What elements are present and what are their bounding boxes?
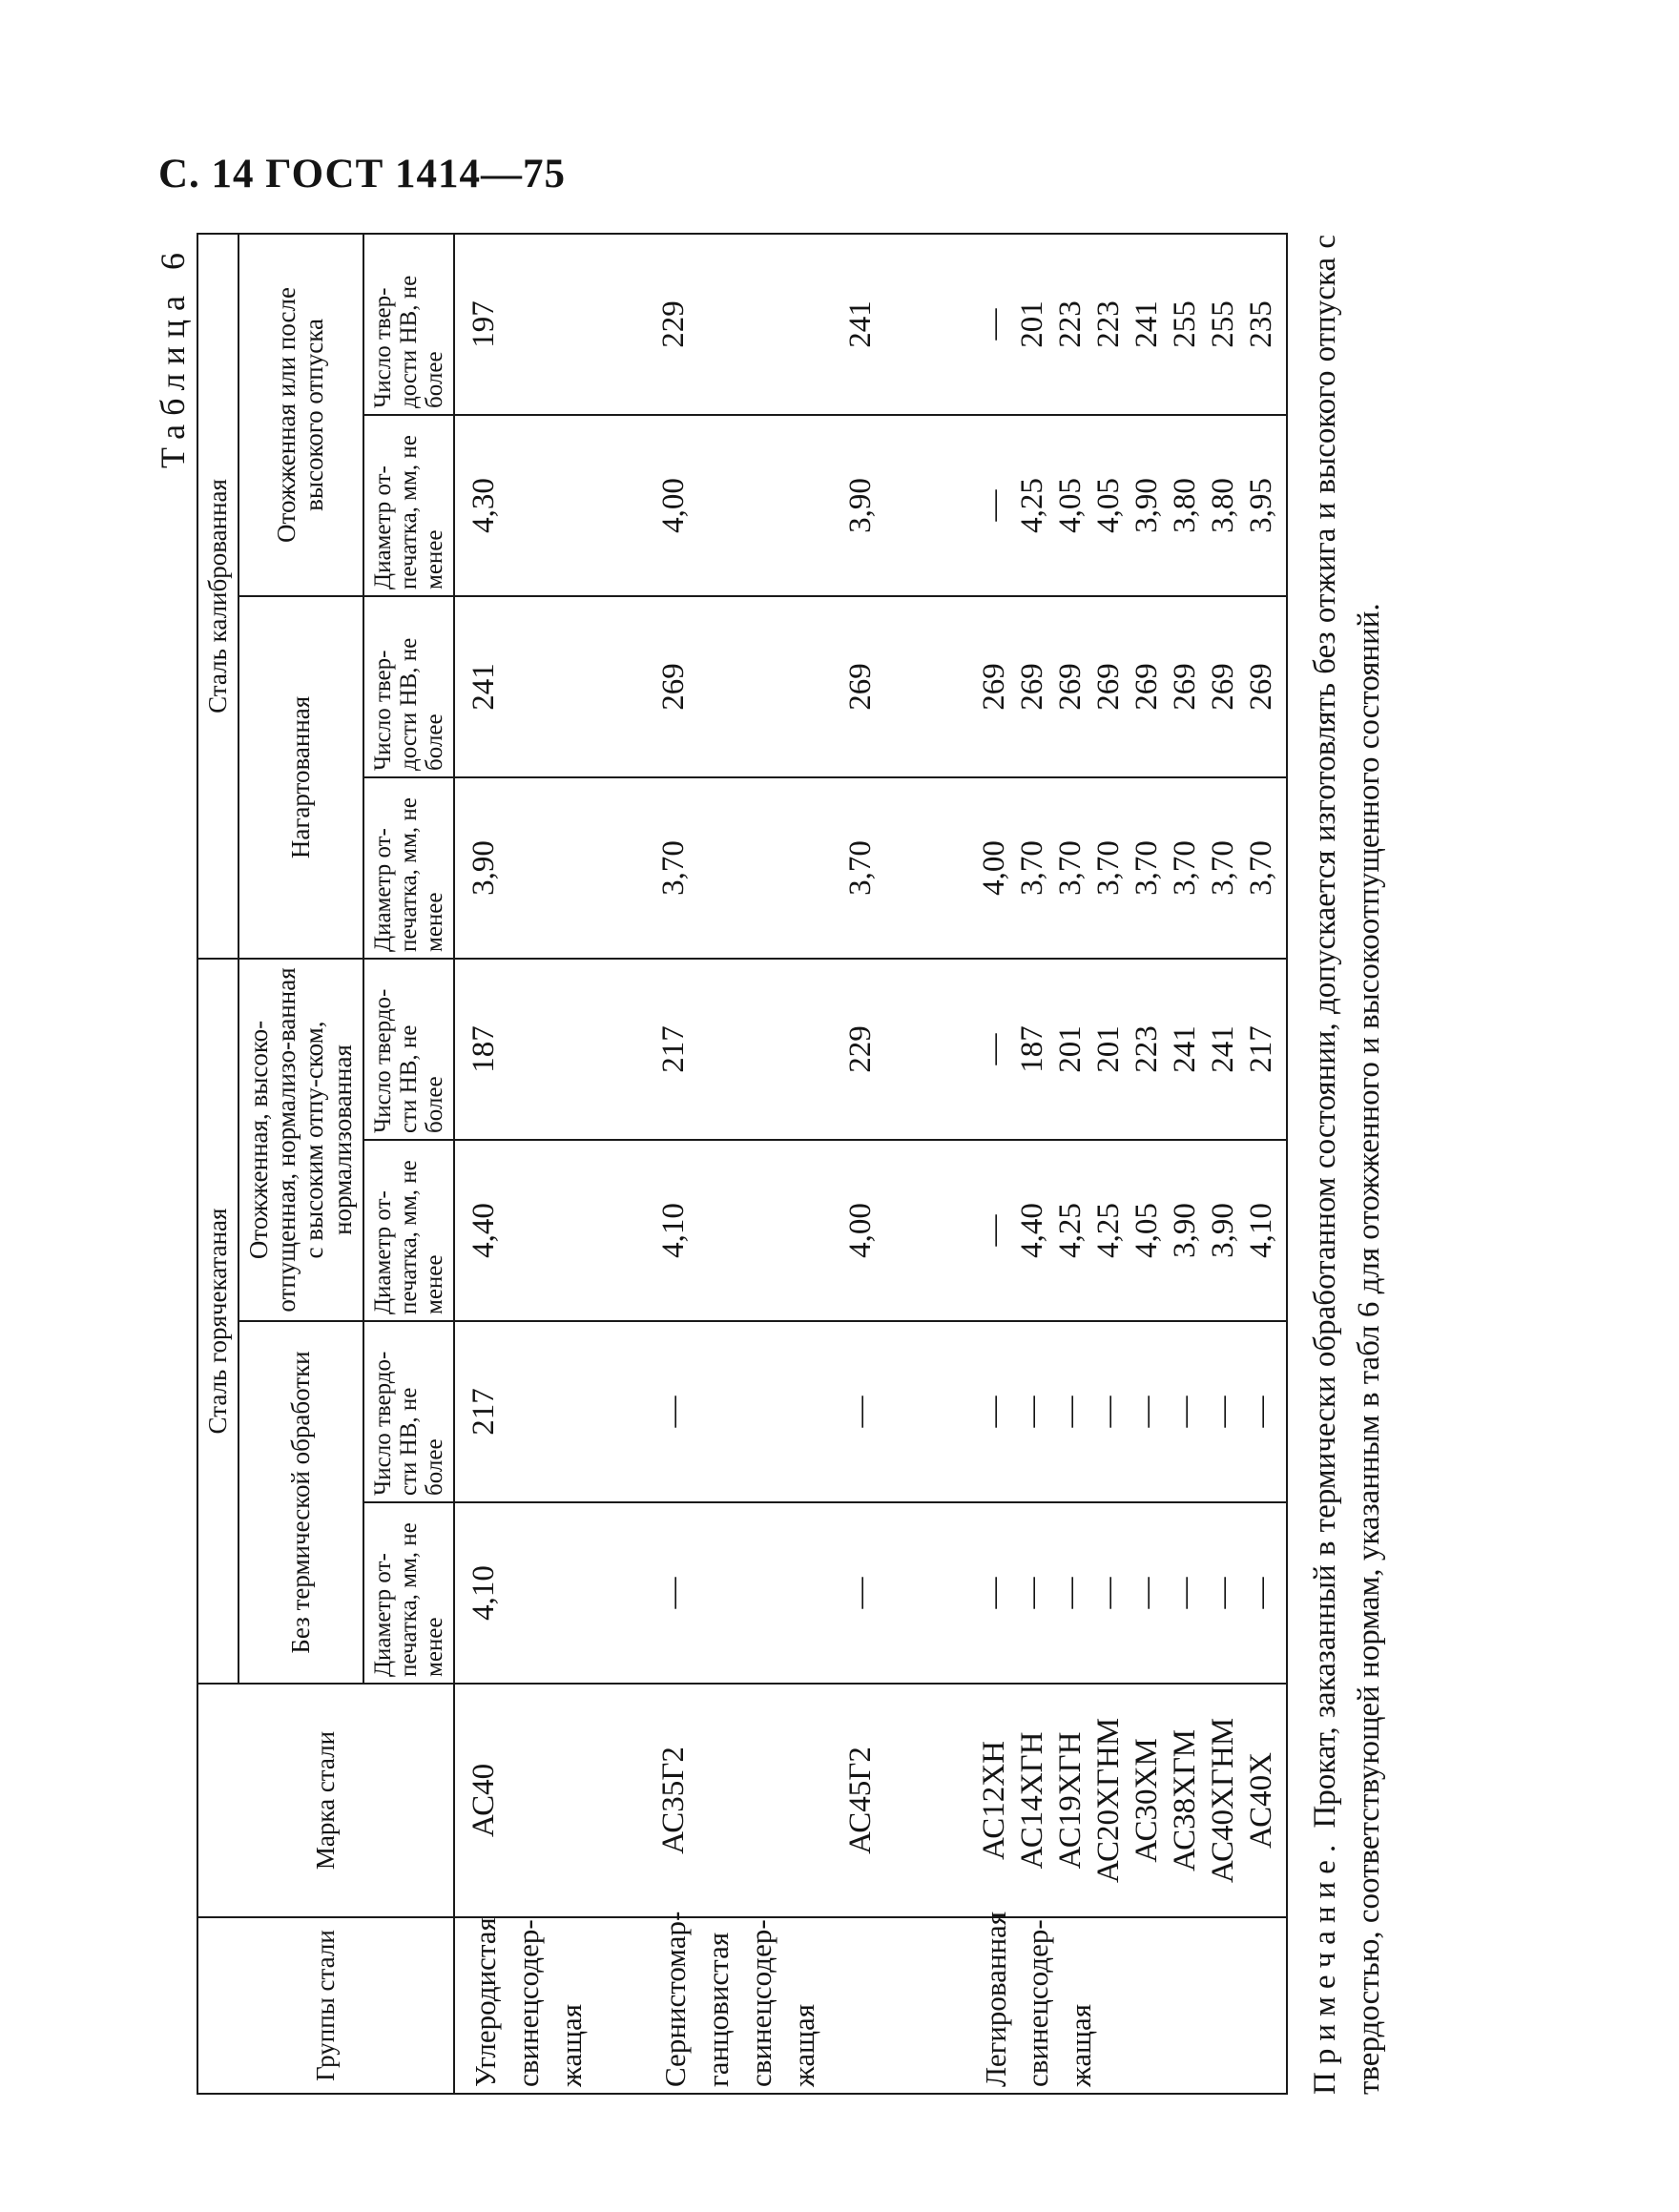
value: — — [1129, 1395, 1164, 1428]
table-body — [454, 234, 1287, 2094]
steel-mark: АС40ХГНМ — [1205, 1717, 1240, 1884]
steel-mark: АС35Г2 — [655, 1747, 691, 1854]
value: — — [1052, 1577, 1088, 1609]
value-cell — [645, 777, 832, 959]
value-cell — [454, 234, 645, 415]
value-cell — [454, 1140, 645, 1321]
value-cell — [832, 1502, 965, 1684]
value: 255 — [1167, 300, 1202, 348]
group-cell: Легированная свинецсодер-жащая — [965, 1917, 1287, 2094]
value: 269 — [1205, 663, 1240, 711]
value: — — [1090, 1577, 1126, 1609]
col-cal-annealed: Отожженная или после высокого отпуска — [238, 234, 363, 596]
value: — — [842, 1395, 878, 1428]
group-cell: Углеродистая свинецсодер-жащая — [454, 1917, 645, 2094]
value: 187 — [1014, 1025, 1049, 1073]
col-diam: Диаметр от-печатка, мм, не менее — [363, 1140, 454, 1321]
value: 3,70 — [1014, 840, 1049, 896]
value: — — [1243, 1577, 1278, 1609]
value: 217 — [1243, 1025, 1278, 1073]
value-cell — [454, 1321, 645, 1502]
value: — — [1090, 1395, 1126, 1428]
value-cell — [965, 777, 1287, 959]
col-mark: Марка стали — [197, 1684, 454, 1917]
value: — — [1129, 1577, 1164, 1609]
value: 269 — [655, 663, 691, 711]
value: 4,00 — [842, 1203, 878, 1258]
note-text: Прокат, заказанный в термически обработанном состоянии, допускается изготовлять без отжига и высокого отпуска с твердостью, соответствующей нормам, указанным в табл 6 для отожженного и высокоотпущенного состояний. — [1308, 234, 1386, 2095]
group-cell — [832, 1917, 965, 2094]
value-cell — [832, 777, 965, 959]
value-cell — [454, 777, 645, 959]
value: — — [1167, 1395, 1202, 1428]
value: — — [655, 1577, 691, 1609]
value-cell — [645, 596, 832, 777]
value-cell — [965, 415, 1287, 596]
value: 187 — [466, 1025, 501, 1073]
value: 4,25 — [1052, 1203, 1088, 1258]
value: — — [976, 1577, 1011, 1609]
value-cell — [832, 1140, 965, 1321]
table-row — [965, 234, 1287, 2094]
value: 4,00 — [655, 478, 691, 533]
note-lead: Примечание. — [1308, 1836, 1342, 2095]
value: 201 — [1090, 1025, 1126, 1073]
value-cell — [645, 1140, 832, 1321]
value: — — [1167, 1577, 1202, 1609]
value: 255 — [1205, 300, 1240, 348]
col-hard: Число твердо-сти НВ, не более — [363, 959, 454, 1140]
value: 269 — [1052, 663, 1088, 711]
value: 3,70 — [655, 840, 691, 896]
value: — — [976, 489, 1011, 522]
steel-mark: АС38ХГМ — [1167, 1729, 1202, 1872]
value: 3,70 — [1090, 840, 1126, 896]
value: 223 — [1090, 300, 1126, 348]
value: 241 — [466, 663, 501, 711]
value: — — [1014, 1395, 1049, 1428]
value-cell — [645, 234, 832, 415]
value: 241 — [1129, 300, 1164, 348]
col-cal-hardened: Нагартованная — [238, 596, 363, 959]
value-cell — [965, 959, 1287, 1140]
steel-mark: АС12ХН — [976, 1741, 1011, 1860]
value: 3,70 — [1129, 840, 1164, 896]
value-cell — [965, 596, 1287, 777]
value: 3,90 — [1205, 1203, 1240, 1258]
steel-mark: АС40 — [466, 1763, 501, 1838]
mark-cell — [832, 1684, 965, 1917]
value: 4,40 — [1014, 1203, 1049, 1258]
value: 197 — [466, 300, 501, 348]
value: 201 — [1014, 300, 1049, 348]
value-cell — [965, 1502, 1287, 1684]
value: 269 — [976, 663, 1011, 711]
steel-mark: АС14ХГН — [1014, 1731, 1049, 1870]
value-cell — [645, 415, 832, 596]
value-cell — [645, 1502, 832, 1684]
steel-mark: АС30ХМ — [1129, 1738, 1164, 1863]
value: 3,70 — [1205, 840, 1240, 896]
value: 241 — [1205, 1025, 1240, 1073]
value: 4,25 — [1090, 1203, 1126, 1258]
value-cell — [645, 1321, 832, 1502]
value: 3,90 — [1129, 478, 1164, 533]
value-cell — [965, 1140, 1287, 1321]
value: — — [1243, 1395, 1278, 1428]
value: 3,70 — [1052, 840, 1088, 896]
value: 217 — [466, 1388, 501, 1436]
table-row — [832, 234, 965, 2094]
value: 269 — [1167, 663, 1202, 711]
value: — — [1205, 1577, 1240, 1609]
value: 4,10 — [1243, 1203, 1278, 1258]
value: 3,90 — [1167, 1203, 1202, 1258]
mark-cell — [645, 1684, 832, 1917]
value-cell — [832, 234, 965, 415]
value: 201 — [1052, 1025, 1088, 1073]
value: 3,70 — [842, 840, 878, 896]
steel-mark: АС19ХГН — [1052, 1731, 1088, 1870]
value: 3,80 — [1205, 478, 1240, 533]
value: — — [842, 1577, 878, 1609]
col-hard: Число твердо-сти НВ, не более — [363, 1321, 454, 1502]
value: 223 — [1052, 300, 1088, 348]
col-groups: Группы стали — [197, 1917, 454, 2094]
col-calibrated: Сталь калиброванная — [197, 234, 238, 959]
page-header: С. 14 ГОСТ 1414—75 — [158, 152, 567, 196]
value: — — [976, 308, 1011, 341]
value: 4,05 — [1129, 1203, 1164, 1258]
table-caption: Таблица 6 — [154, 244, 192, 468]
value: 4,30 — [466, 478, 501, 533]
value: 3,90 — [466, 840, 501, 896]
value: — — [1205, 1395, 1240, 1428]
value: 229 — [842, 1025, 878, 1073]
value: 3,70 — [1167, 840, 1202, 896]
value: 3,80 — [1167, 478, 1202, 533]
value: 4,40 — [466, 1203, 501, 1258]
value-cell — [454, 1502, 645, 1684]
value: 4,25 — [1014, 478, 1049, 533]
value: 4,05 — [1052, 478, 1088, 533]
value: 4,00 — [976, 840, 1011, 896]
steel-mark: АС20ХГНМ — [1090, 1717, 1126, 1884]
value: 3,70 — [1243, 840, 1278, 896]
value: 235 — [1243, 300, 1278, 348]
col-hard: Число твер-дости НВ, не более — [363, 596, 454, 777]
value-cell — [965, 1321, 1287, 1502]
value: 223 — [1129, 1025, 1164, 1073]
value: 4,10 — [466, 1565, 501, 1621]
value-cell — [454, 959, 645, 1140]
value-cell — [832, 959, 965, 1140]
col-diam: Диаметр от-печатка, мм, не менее — [363, 777, 454, 959]
value: 269 — [842, 663, 878, 711]
value: 4,10 — [655, 1203, 691, 1258]
steel-mark: АС40Х — [1243, 1751, 1278, 1850]
value: 241 — [1167, 1025, 1202, 1073]
mark-cell — [454, 1684, 645, 1917]
value-cell — [832, 1321, 965, 1502]
value: 269 — [1129, 663, 1164, 711]
table-note — [1303, 235, 1391, 2095]
col-diam: Диаметр от-печатка, мм, не менее — [363, 1502, 454, 1684]
value: — — [976, 1033, 1011, 1065]
mark-cell — [965, 1684, 1287, 1917]
value: — — [1014, 1577, 1049, 1609]
col-hot-no-heat: Без термической обработки — [238, 1321, 363, 1684]
steel-hardness-table — [197, 233, 1288, 2095]
value-cell — [454, 415, 645, 596]
value: 241 — [842, 300, 878, 348]
value-cell — [965, 234, 1287, 415]
group-cell: Сернистомар-ганцовистая свинецсодер-жащая — [645, 1917, 832, 2094]
value: — — [976, 1395, 1011, 1428]
value: — — [976, 1214, 1011, 1247]
value-cell — [832, 596, 965, 777]
value: — — [1052, 1395, 1088, 1428]
value: 229 — [655, 300, 691, 348]
value: 3,95 — [1243, 478, 1278, 533]
col-hot-rolled: Сталь горячекатаная — [197, 959, 238, 1684]
value: 4,05 — [1090, 478, 1126, 533]
table-row — [454, 234, 645, 2094]
col-diam: Диаметр от-печатка, мм, не менее — [363, 415, 454, 596]
value: 217 — [655, 1025, 691, 1073]
value: 3,90 — [842, 478, 878, 533]
rotated-table-area — [154, 234, 1532, 2095]
table-row — [645, 234, 832, 2094]
steel-mark: АС45Г2 — [842, 1747, 878, 1854]
value: — — [655, 1395, 691, 1428]
value-cell — [454, 596, 645, 777]
value: 269 — [1014, 663, 1049, 711]
value: 269 — [1090, 663, 1126, 711]
value: 269 — [1243, 663, 1278, 711]
col-hard: Число твер-дости НВ, не более — [363, 234, 454, 415]
value-cell — [645, 959, 832, 1140]
value-cell — [832, 415, 965, 596]
col-hot-annealed: Отожженная, высоко-отпущенная, нормализо-ванная с высоким отпу-ском, нормализованная — [238, 959, 363, 1321]
